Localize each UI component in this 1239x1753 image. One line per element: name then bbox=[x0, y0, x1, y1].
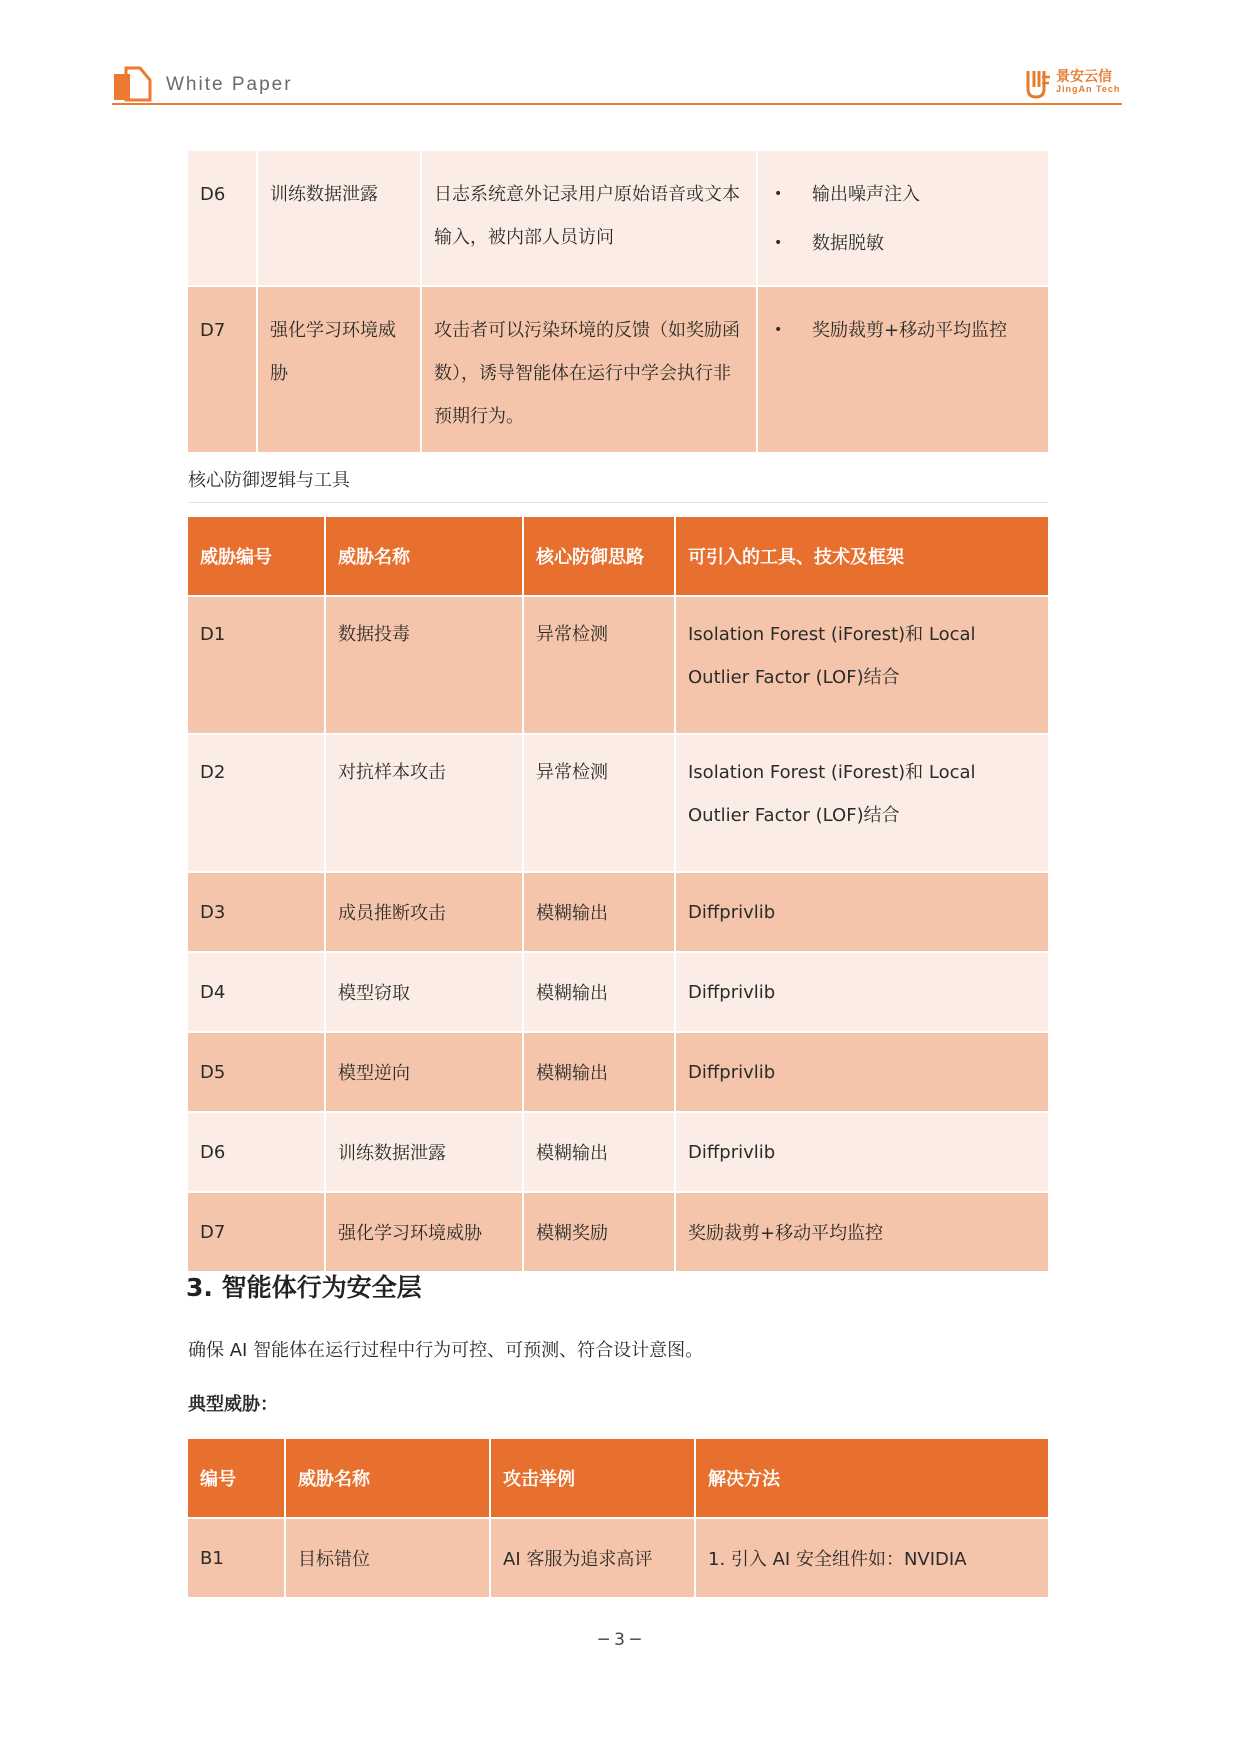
section-paragraph: 确保 AI 智能体在运行过程中行为可控、可预测、符合设计意图。 bbox=[188, 1340, 704, 1361]
threat-table-continued bbox=[188, 151, 1048, 454]
column-header: 威胁名称 bbox=[286, 1439, 491, 1519]
threat-id: D3 bbox=[188, 873, 326, 953]
defense-tools: Diffprivlib bbox=[676, 953, 1048, 1033]
threat-measures bbox=[758, 287, 1048, 454]
threat-name: 数据投毒 bbox=[326, 597, 524, 735]
jingan-logo-icon bbox=[1022, 67, 1052, 99]
measure-item: • 奖励裁剪+移动平均监控 bbox=[770, 303, 1036, 358]
threat-name: 训练数据泄露 bbox=[258, 151, 422, 287]
table-row bbox=[188, 1519, 1048, 1599]
threat-name: 强化学习环境威胁 bbox=[326, 1193, 524, 1273]
threat-measures bbox=[758, 151, 1048, 287]
threat-id: D5 bbox=[188, 1033, 326, 1113]
column-header: 核心防御思路 bbox=[524, 517, 676, 597]
threat-id: D6 bbox=[188, 1113, 326, 1193]
solution: 1. 引入 AI 安全组件如：NVIDIA bbox=[696, 1519, 1048, 1599]
threat-name: 训练数据泄露 bbox=[326, 1113, 524, 1193]
header-divider bbox=[112, 103, 1122, 105]
page-number: ─ 3 ─ bbox=[598, 1630, 641, 1650]
threat-id: D4 bbox=[188, 953, 326, 1033]
defense-approach: 异常检测 bbox=[524, 735, 676, 873]
threat-id: D6 bbox=[188, 151, 258, 287]
company-name-cn: 景安云信 bbox=[1056, 69, 1112, 85]
table-row bbox=[188, 953, 1048, 1033]
table-row bbox=[188, 1033, 1048, 1113]
defense-tools: Diffprivlib bbox=[676, 873, 1048, 953]
defense-approach: 异常检测 bbox=[524, 597, 676, 735]
defense-caption: 核心防御逻辑与工具 bbox=[188, 470, 350, 491]
document-logo-icon bbox=[112, 66, 152, 102]
threat-name: 成员推断攻击 bbox=[326, 873, 524, 953]
table-row bbox=[188, 735, 1048, 873]
behavior-threat-table bbox=[188, 1439, 1048, 1599]
defense-tools: Diffprivlib bbox=[676, 1033, 1048, 1113]
threat-id: D7 bbox=[188, 287, 258, 454]
caption-divider bbox=[188, 502, 1048, 503]
brand-text: White Paper bbox=[166, 74, 293, 95]
company-name-en: JingAn Tech bbox=[1056, 84, 1121, 94]
page-header bbox=[112, 64, 1122, 104]
threat-name: 目标错位 bbox=[286, 1519, 491, 1599]
defense-approach: 模糊输出 bbox=[524, 873, 676, 953]
threats-label: 典型威胁： bbox=[188, 1394, 278, 1415]
table-row bbox=[188, 1113, 1048, 1193]
table-row bbox=[188, 1193, 1048, 1273]
threat-name: 对抗样本攻击 bbox=[326, 735, 524, 873]
column-header: 解决方法 bbox=[696, 1439, 1048, 1519]
defense-tools: Isolation Forest (iForest)和 Local Outlier Factor (LOF)结合 bbox=[676, 597, 1048, 735]
table-row bbox=[188, 873, 1048, 953]
defense-tools: 奖励裁剪+移动平均监控 bbox=[676, 1193, 1048, 1273]
threat-description: 攻击者可以污染环境的反馈（如奖励函数），诱导智能体在运行中学会执行非预期行为。 bbox=[422, 287, 758, 454]
threat-id: D1 bbox=[188, 597, 326, 735]
column-header: 可引入的工具、技术及框架 bbox=[676, 517, 1048, 597]
table-row bbox=[188, 151, 1048, 287]
table-header-row bbox=[188, 517, 1048, 597]
company-logo bbox=[1022, 66, 1122, 100]
defense-approach: 模糊输出 bbox=[524, 1033, 676, 1113]
column-header: 编号 bbox=[188, 1439, 286, 1519]
threat-id: D2 bbox=[188, 735, 326, 873]
section-title: 3. 智能体行为安全层 bbox=[186, 1273, 422, 1302]
table-header-row bbox=[188, 1439, 1048, 1519]
threat-description: 日志系统意外记录用户原始语音或文本输入，被内部人员访问 bbox=[422, 151, 758, 287]
column-header: 攻击举例 bbox=[491, 1439, 696, 1519]
defense-approach: 模糊输出 bbox=[524, 1113, 676, 1193]
attack-example: AI 客服为追求高评 bbox=[491, 1519, 696, 1599]
threat-id: D7 bbox=[188, 1193, 326, 1273]
defense-table bbox=[188, 517, 1048, 1273]
threat-name: 强化学习环境威胁 bbox=[258, 287, 422, 454]
measure-item: • 输出噪声注入 bbox=[770, 167, 1036, 222]
defense-approach: 模糊输出 bbox=[524, 953, 676, 1033]
defense-tools: Isolation Forest (iForest)和 Local Outlier Factor (LOF)结合 bbox=[676, 735, 1048, 873]
table-row bbox=[188, 597, 1048, 735]
measure-item: • 数据脱敏 bbox=[770, 216, 1036, 271]
defense-approach: 模糊奖励 bbox=[524, 1193, 676, 1273]
column-header: 威胁名称 bbox=[326, 517, 524, 597]
threat-id: B1 bbox=[188, 1519, 286, 1599]
column-header: 威胁编号 bbox=[188, 517, 326, 597]
threat-name: 模型窃取 bbox=[326, 953, 524, 1033]
threat-name: 模型逆向 bbox=[326, 1033, 524, 1113]
defense-tools: Diffprivlib bbox=[676, 1113, 1048, 1193]
table-row bbox=[188, 287, 1048, 454]
